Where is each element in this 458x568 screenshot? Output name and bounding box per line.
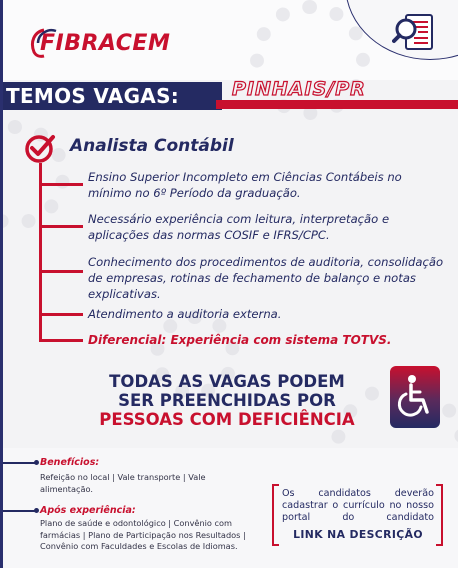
benefits-marker-line xyxy=(0,462,36,464)
checkmark-icon xyxy=(24,132,56,164)
pcd-line-highlight: PESSOAS COM DEFICIÊNCIA xyxy=(99,410,355,429)
search-document-icon xyxy=(392,12,436,54)
pcd-line: SER PREENCHIDAS POR xyxy=(118,391,336,410)
benefits-text: Refeição no local | Vale transporte | Vale alimentação. xyxy=(40,472,206,494)
brand-logo-text: FIBRACEM xyxy=(40,31,171,56)
after-experience-text: Plano de saúde e odontológico | Convênio com farmácias | Plano de Participação nos Resultados | Convênio com Faculdades e Escolas de Idiomas. xyxy=(40,518,246,551)
wheelchair-icon xyxy=(390,366,440,428)
timeline-branch xyxy=(39,339,83,342)
banner-red-bar xyxy=(216,100,458,109)
benefits-marker-dot xyxy=(34,460,39,465)
after-marker-line xyxy=(0,510,36,512)
requirement-item: Necessário experiência com leitura, interpretação e aplicações das normas COSIF e IFRS/CPC. xyxy=(88,212,390,242)
pcd-message xyxy=(72,372,382,429)
cta-link-label[interactable]: LINK NA DESCRIÇÃO xyxy=(293,528,423,541)
requirement-item: Atendimento a auditoria externa. xyxy=(88,307,282,321)
timeline-branch xyxy=(39,183,83,186)
timeline-branch xyxy=(39,313,83,316)
left-edge-bar xyxy=(0,0,3,568)
cta-text: Os candidatos deverão cadastrar o currículo no nosso portal do candidato xyxy=(282,488,434,523)
requirement-item: Ensino Superior Incompleto em Ciências Contábeis no mínimo no 6º Período da graduação. xyxy=(88,170,402,200)
timeline-branch xyxy=(39,225,83,228)
cta-bracket-right xyxy=(436,484,443,546)
differential-item: Diferencial: Experiência com sistema TOTVS. xyxy=(88,333,392,347)
benefits-title: Benefícios: xyxy=(40,457,100,468)
requirement-item: Conhecimento dos procedimentos de auditoria, consolidação de empresas, rotinas de fechamento de balanço e notas explicativas. xyxy=(88,255,444,301)
banner-title: TEMOS VAGAS: xyxy=(6,84,180,108)
after-marker-dot xyxy=(34,508,39,513)
banner-city: PINHAIS/PR xyxy=(232,78,366,100)
cta-bracket-left xyxy=(272,484,279,546)
timeline-branch xyxy=(39,270,83,273)
wheelchair-icon-tile xyxy=(390,366,440,428)
pcd-line: TODAS AS VAGAS PODEM xyxy=(109,372,345,391)
job-title: Analista Contábil xyxy=(70,136,234,156)
after-experience-title: Após experiência: xyxy=(40,505,136,516)
